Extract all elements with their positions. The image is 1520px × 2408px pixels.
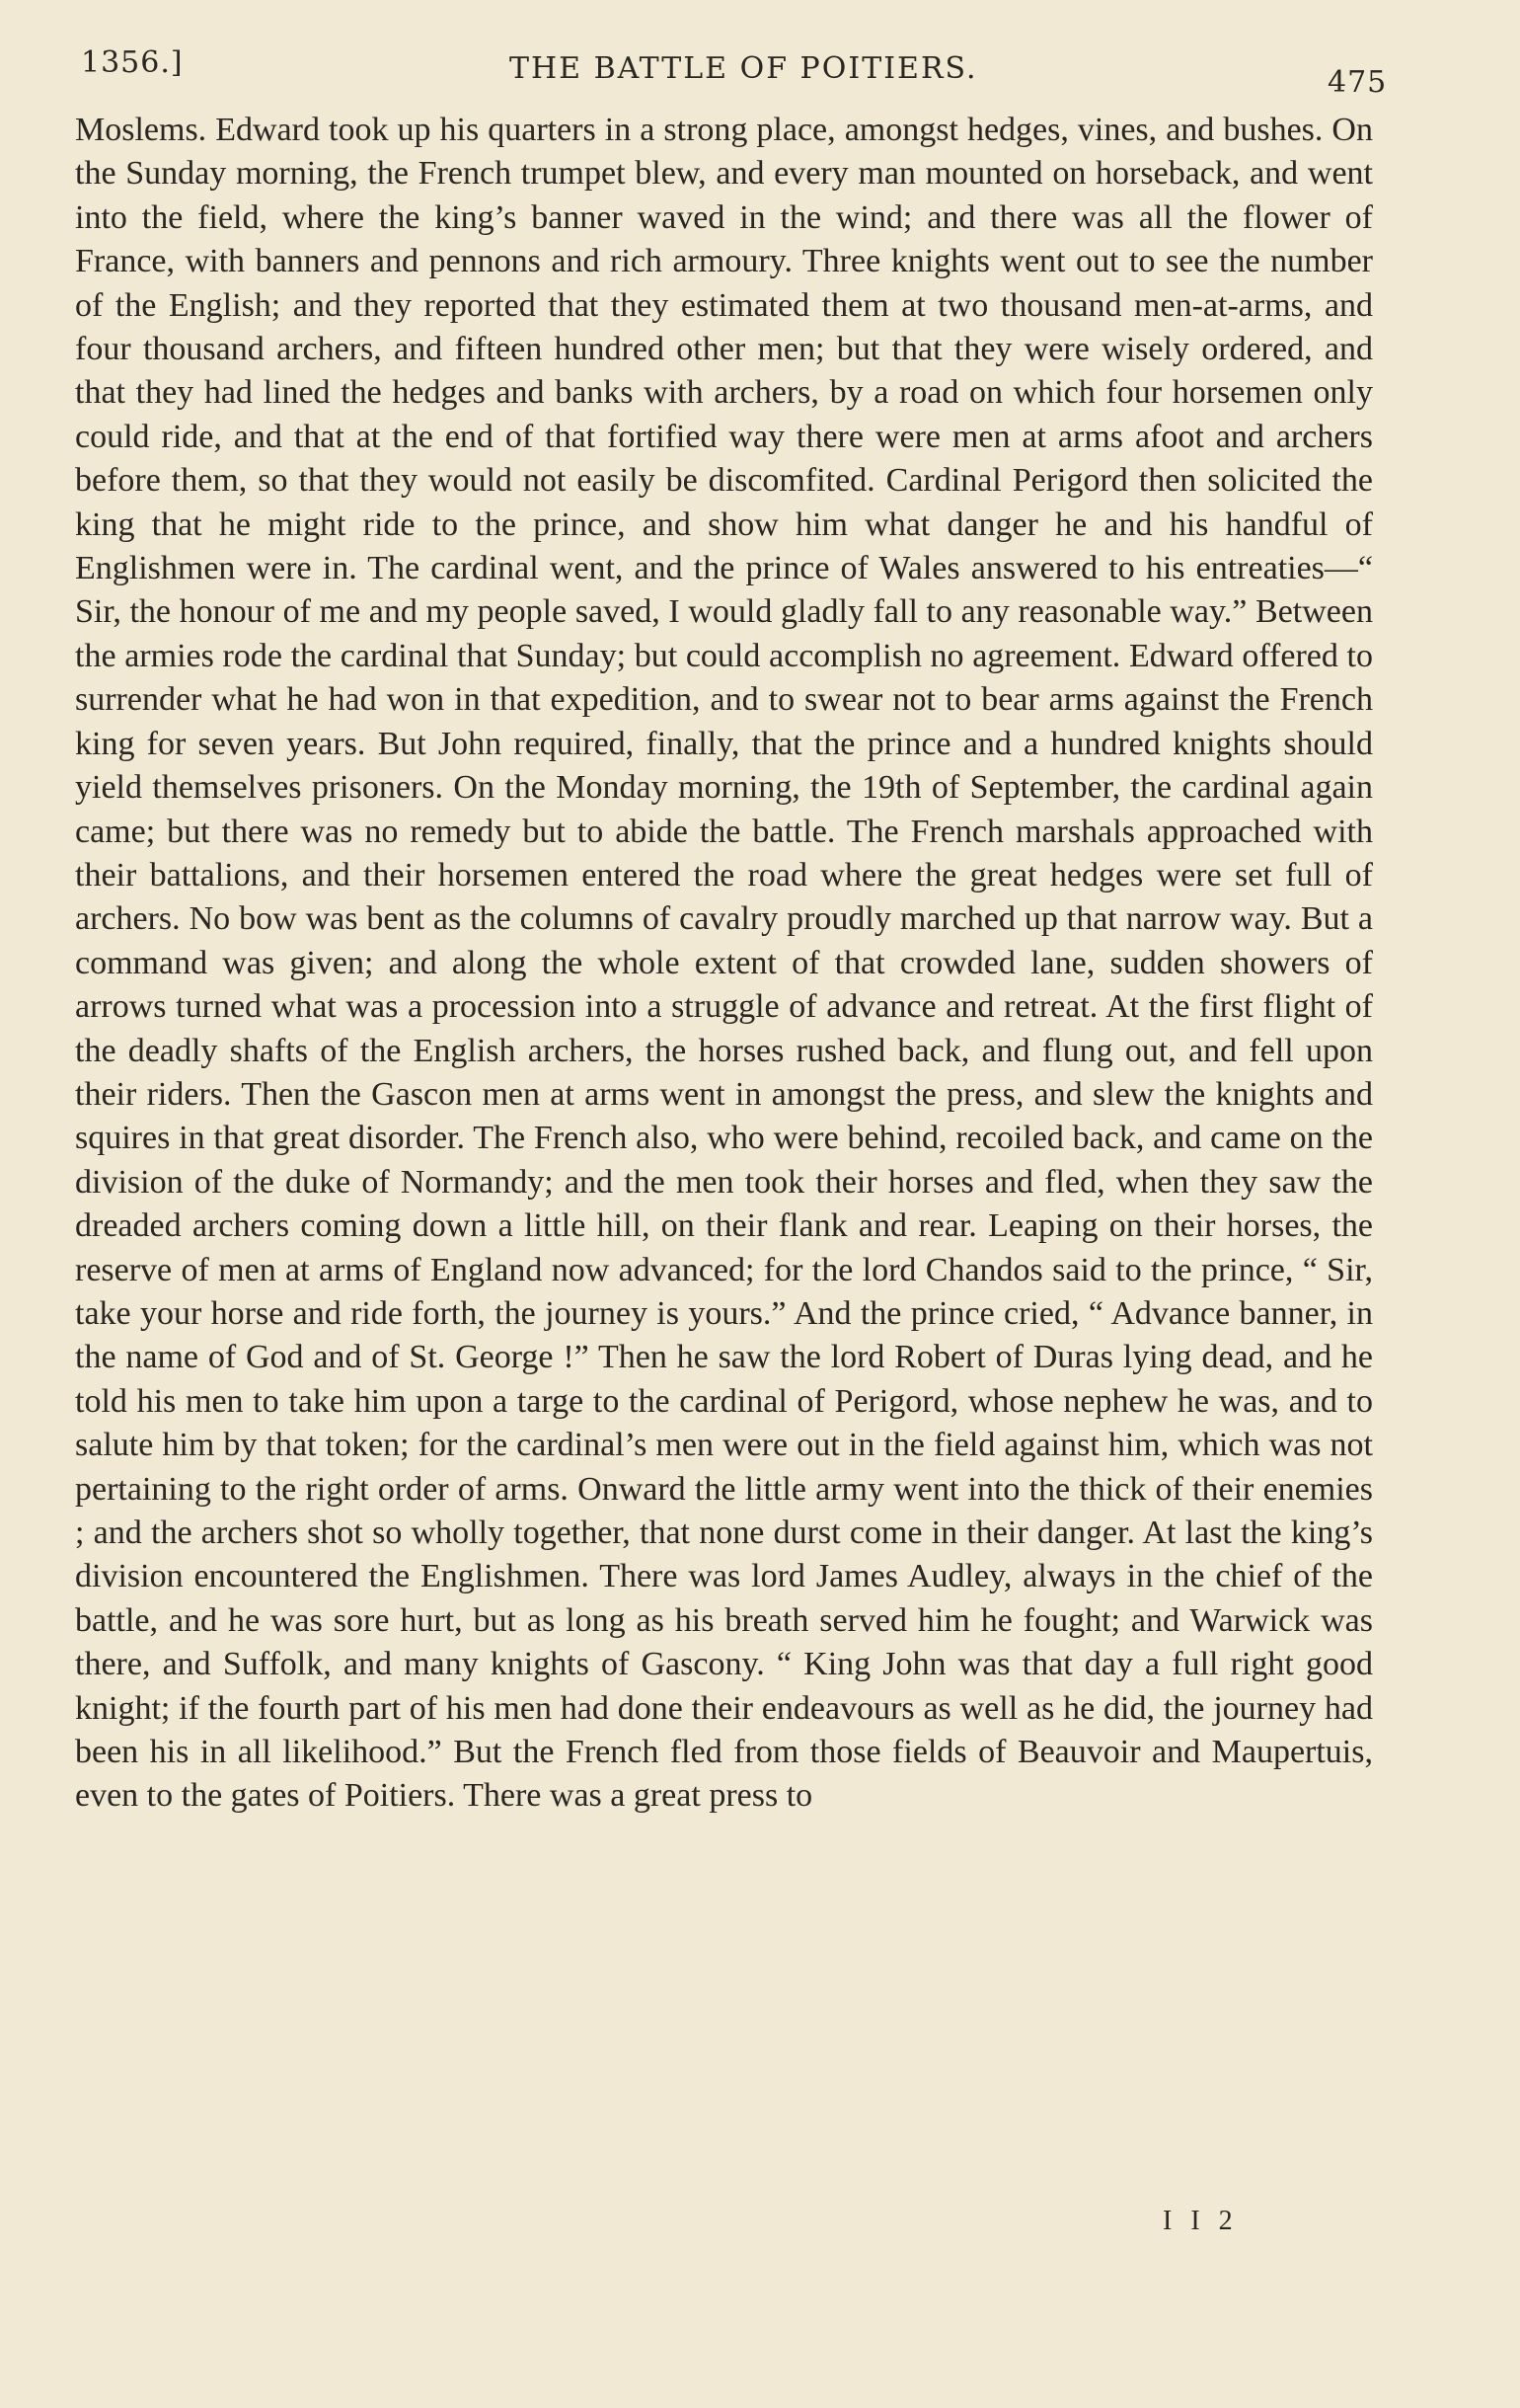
body-paragraph: Moslems. Edward took up his quarters in a strong place, amongst hedges, vines, and bushes. On the Sunday morning, the French trumpet blew, and every man mounted on horseback, and went into the field, where the king’s banner waved in the wind; and there was all the flower of France, with banners and pennons and rich armoury. Three knights went out to see the number of the English; and they reported that they estimated them at two thousand men-at-arms, and four thousand archers, and fifteen hundred other men; but that they were wisely ordered, and that they had lined the hedges and banks with archers, by a road on which four horsemen only could ride, and that at the end of that fortified way there were men at arms afoot and archers before them, so that they would not easily be discomfited. Cardinal Perigord then solicited the king that he might ride to the prince, and show him what danger he and his handful of Englishmen were in. The cardinal went, and the prince of Wales answered to his entreaties—“ Sir, the honour of me and my people saved, I would gladly fall to any reasonable way.” Between the armies rode the cardinal that Sunday; but could accomplish no agreement. Edward offered to surrender what he had won in that expedition, and to swear not to bear arms against the French king for seven years. But John required, finally, that the prince and a hundred knights should yield themselves prisoners. On the Monday morning, the 19th of September, the cardinal again came; but there was no remedy but to abide the battle. The French marshals approached with their battalions, and their horsemen entered the road where the great hedges were set full of archers. No bow was bent as the columns of cavalry proudly marched up that narrow way. But a command was given; and along the whole extent of that crowded lane, sudden showers of arrows turned what was a procession into a struggle of advance and retreat. At the first flight of the deadly shafts of the English archers, the horses rushed back, and flung out, and fell upon their riders. Then the Gascon men at arms went in amongst the press, and slew the knights and squires in that great disorder. The French also, who were behind, recoiled back, and came on the division of the duke of Normandy; and the men took their horses and fled, when they saw the dreaded archers coming down a little hill, on their flank and rear. Leaping on their horses, the reserve of men at arms of England now advanced; for the lord Chandos said to the prince, “ Sir, take your horse and ride forth, the journey is yours.” And the prince cried, “ Advance banner, in the name of God and of St. George !” Then he saw the lord Robert of Duras lying dead, and he told his men to take him upon a targe to the cardinal of Perigord, whose nephew he was, and to salute him by that token; for the cardinal’s men were out in the field against him, which was not pertaining to the right order of arms. Onward the little army went into the thick of their enemies ; and the archers shot so wholly together, that none durst come in their danger. At last the king’s division encountered the Englishmen. There was lord James Audley, always in the chief of the battle, and he was sore hurt, but as long as his breath served him he fought; and Warwick was there, and Suffolk, and many knights of Gascony. “ King John was that day a full right good knight; if the fourth part of his men had done their endeavours as well as he did, the journey had been his in all likelihood.” But the French fled from those fields of Beauvoir and Maupertuis, even to the gates of Poitiers. There was a great press to xyxy=(75,112,1373,1815)
running-head xyxy=(0,45,1520,105)
page-number: 475 xyxy=(1328,65,1388,100)
header-title: THE BATTLE OF POITIERS. xyxy=(509,51,978,86)
header-year: 1356.] xyxy=(81,45,184,80)
signature-mark: I I 2 xyxy=(1163,2206,1239,2236)
